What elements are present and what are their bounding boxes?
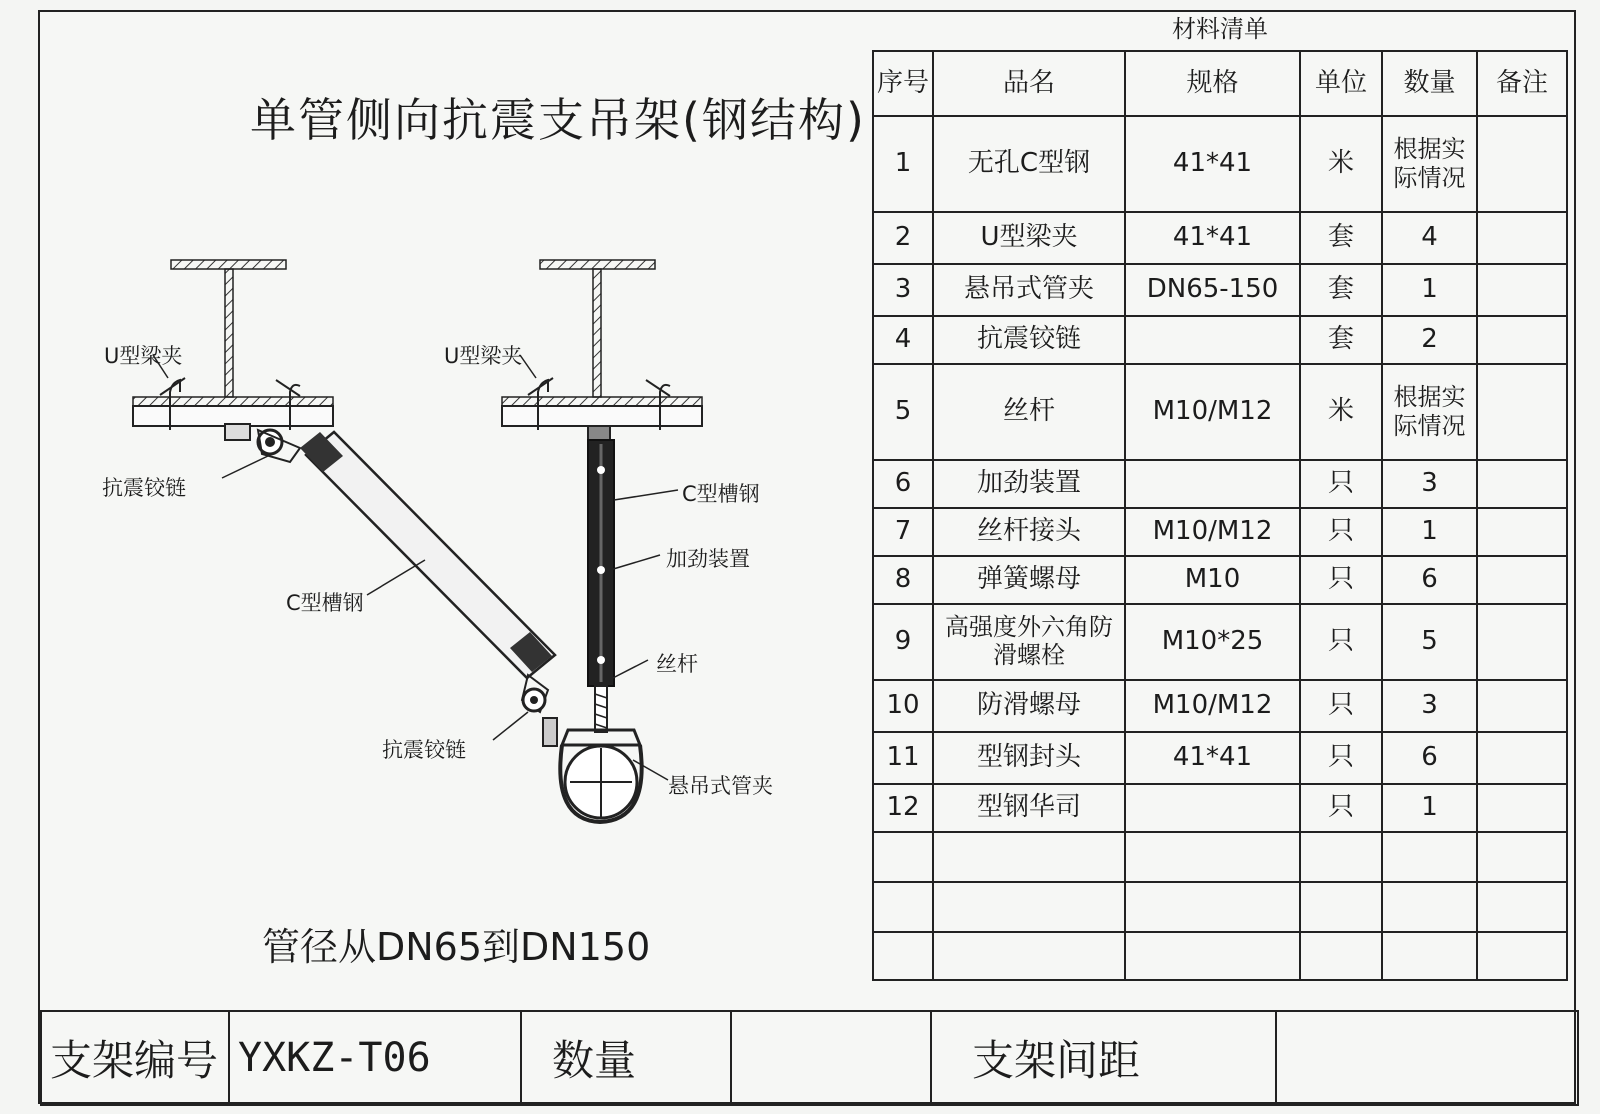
bom-cell: 3: [873, 264, 933, 316]
bom-cell: 型钢华司: [933, 784, 1125, 832]
bom-cell: 丝杆接头: [933, 508, 1125, 556]
callout-channel-diagonal: C型槽钢: [286, 591, 364, 615]
bom-cell: 6: [1382, 556, 1477, 604]
bom-cell: [1477, 316, 1567, 364]
bom-cell: 型钢封头: [933, 732, 1125, 784]
bom-cell: 只: [1300, 604, 1382, 680]
bom-cell: [1477, 932, 1567, 980]
bom-row: [873, 116, 1567, 212]
quantity-value: [731, 1011, 931, 1105]
bom-row: [873, 212, 1567, 264]
bom-cell: [1477, 732, 1567, 784]
bom-cell: 悬吊式管夹: [933, 264, 1125, 316]
bom-row: [873, 316, 1567, 364]
bom-cell: 加劲装置: [933, 460, 1125, 508]
quantity-label: 数量: [521, 1011, 731, 1105]
bom-cell: 只: [1300, 508, 1382, 556]
bom-cell: 只: [1300, 784, 1382, 832]
bom-cell: [1125, 832, 1300, 882]
bom-cell: [1477, 460, 1567, 508]
bom-cell: 3: [1382, 680, 1477, 732]
diagonal-c-channel: [300, 432, 555, 678]
bom-caption: 材料清单: [873, 10, 1567, 51]
bom-cell: [1477, 784, 1567, 832]
callout-u-clamp-left: U型梁夹: [104, 344, 183, 368]
bom-cell: 4: [873, 316, 933, 364]
callout-hinge-top: 抗震铰链: [102, 476, 186, 500]
bom-header-cell: 规格: [1125, 51, 1300, 116]
bom-row: [873, 604, 1567, 680]
bom-cell: 1: [1382, 264, 1477, 316]
bom-cell: M10/M12: [1125, 508, 1300, 556]
bom-cell: 高强度外六角防滑螺栓: [933, 604, 1125, 680]
bom-cell: 丝杆: [933, 364, 1125, 460]
bom-cell: 9: [873, 604, 933, 680]
bom-cell: M10/M12: [1125, 364, 1300, 460]
bom-row: [873, 508, 1567, 556]
bom-cell: 5: [1382, 604, 1477, 680]
bom-cell: 根据实际情况: [1382, 364, 1477, 460]
bom-cell: [933, 832, 1125, 882]
bom-cell: [873, 932, 933, 980]
bom-cell: 4: [1382, 212, 1477, 264]
bom-cell: 1: [1382, 784, 1477, 832]
bom-row: [873, 460, 1567, 508]
bom-cell: 套: [1300, 212, 1382, 264]
bom-header-cell: 数量: [1382, 51, 1477, 116]
bom-row: [873, 264, 1567, 316]
bom-cell: [1382, 882, 1477, 932]
bom-cell: 弹簧螺母: [933, 556, 1125, 604]
bom-cell: M10*25: [1125, 604, 1300, 680]
bom-cell: [1477, 212, 1567, 264]
bom-cell: [873, 832, 933, 882]
bom-cell: [1477, 604, 1567, 680]
bom-cell: 41*41: [1125, 732, 1300, 784]
bom-cell: [1300, 932, 1382, 980]
bom-cell: 只: [1300, 732, 1382, 784]
bom-cell: 套: [1300, 316, 1382, 364]
bom-cell: 2: [1382, 316, 1477, 364]
bom-cell: [1125, 316, 1300, 364]
bom-cell: [1477, 364, 1567, 460]
bom-cell: 1: [1382, 508, 1477, 556]
bom-cell: [1477, 116, 1567, 212]
spacing-label: 支架间距: [931, 1011, 1276, 1105]
bracket-code-label: 支架编号: [41, 1011, 229, 1105]
bom-cell: 6: [873, 460, 933, 508]
callout-threaded-rod: 丝杆: [656, 652, 698, 676]
threaded-rod: [595, 686, 607, 732]
bracket-code-value: YXKZ-T06: [229, 1011, 521, 1105]
bom-row: [873, 882, 1567, 932]
bom-cell: [1477, 508, 1567, 556]
bom-cell: 8: [873, 556, 933, 604]
bom-header-cell: 单位: [1300, 51, 1382, 116]
footer-info: [40, 1010, 1579, 1106]
bom-cell: 5: [873, 364, 933, 460]
bom-cell: [1477, 680, 1567, 732]
pipe-clamp: [560, 730, 641, 822]
bom-cell: 11: [873, 732, 933, 784]
bom-cell: [1477, 264, 1567, 316]
bom-cell: [1125, 784, 1300, 832]
bottom-seismic-hinge: [522, 675, 557, 746]
bom-cell: [873, 882, 933, 932]
vertical-c-channel: [588, 426, 614, 686]
bom-cell: [1125, 882, 1300, 932]
bom-cell: 防滑螺母: [933, 680, 1125, 732]
bom-cell: 12: [873, 784, 933, 832]
bom-cell: M10/M12: [1125, 680, 1300, 732]
bom-cell: [1477, 882, 1567, 932]
bom-cell: [1125, 460, 1300, 508]
bom-cell: 6: [1382, 732, 1477, 784]
bom-cell: 根据实际情况: [1382, 116, 1477, 212]
bom-cell: 1: [873, 116, 933, 212]
callout-stiffener: 加劲装置: [666, 547, 750, 571]
callout-pipe-clamp: 悬吊式管夹: [668, 774, 773, 798]
bom-cell: 抗震铰链: [933, 316, 1125, 364]
bom-cell: [1382, 932, 1477, 980]
bom-header-row: [873, 51, 1567, 116]
bom-cell: 7: [873, 508, 933, 556]
bom-row: [873, 680, 1567, 732]
bom-cell: [1382, 832, 1477, 882]
bom-row: [873, 556, 1567, 604]
bom-cell: 只: [1300, 556, 1382, 604]
bom-cell: 只: [1300, 460, 1382, 508]
bom-cell: 41*41: [1125, 116, 1300, 212]
bom-cell: M10: [1125, 556, 1300, 604]
bom-cell: [1300, 882, 1382, 932]
bom-cell: [933, 882, 1125, 932]
spacing-value: [1276, 1011, 1578, 1105]
bom-row: [873, 732, 1567, 784]
bom-cell: 无孔C型钢: [933, 116, 1125, 212]
bom-cell: 10: [873, 680, 933, 732]
right-steel-beam: [502, 260, 702, 426]
bom-header-cell: 序号: [873, 51, 933, 116]
bom-cell: 只: [1300, 680, 1382, 732]
bom-cell: 米: [1300, 116, 1382, 212]
drawing-title: 单管侧向抗震支吊架(钢结构): [250, 93, 866, 147]
bom-cell: [1477, 556, 1567, 604]
bom-cell: 套: [1300, 264, 1382, 316]
bom-row: [873, 784, 1567, 832]
bom-cell: 2: [873, 212, 933, 264]
bom-cell: U型梁夹: [933, 212, 1125, 264]
bom-header-cell: 品名: [933, 51, 1125, 116]
bom-cell: [1300, 832, 1382, 882]
bom-cell: DN65-150: [1125, 264, 1300, 316]
bom-header-cell: 备注: [1477, 51, 1567, 116]
callout-u-clamp-right: U型梁夹: [444, 344, 523, 368]
top-seismic-hinge: [225, 424, 300, 462]
bom-cell: [1125, 932, 1300, 980]
bill-of-materials: [872, 10, 1568, 981]
bom-cell: 米: [1300, 364, 1382, 460]
bom-cell: [933, 932, 1125, 980]
bom-cell: 41*41: [1125, 212, 1300, 264]
bom-cell: 3: [1382, 460, 1477, 508]
callout-hinge-bottom: 抗震铰链: [382, 738, 466, 762]
bom-cell: [1477, 832, 1567, 882]
bom-row: [873, 364, 1567, 460]
bom-row: [873, 932, 1567, 980]
pipe-size-range: 管径从DN65到DN150: [262, 925, 651, 969]
callout-channel-vertical: C型槽钢: [682, 482, 760, 506]
bom-row: [873, 832, 1567, 882]
